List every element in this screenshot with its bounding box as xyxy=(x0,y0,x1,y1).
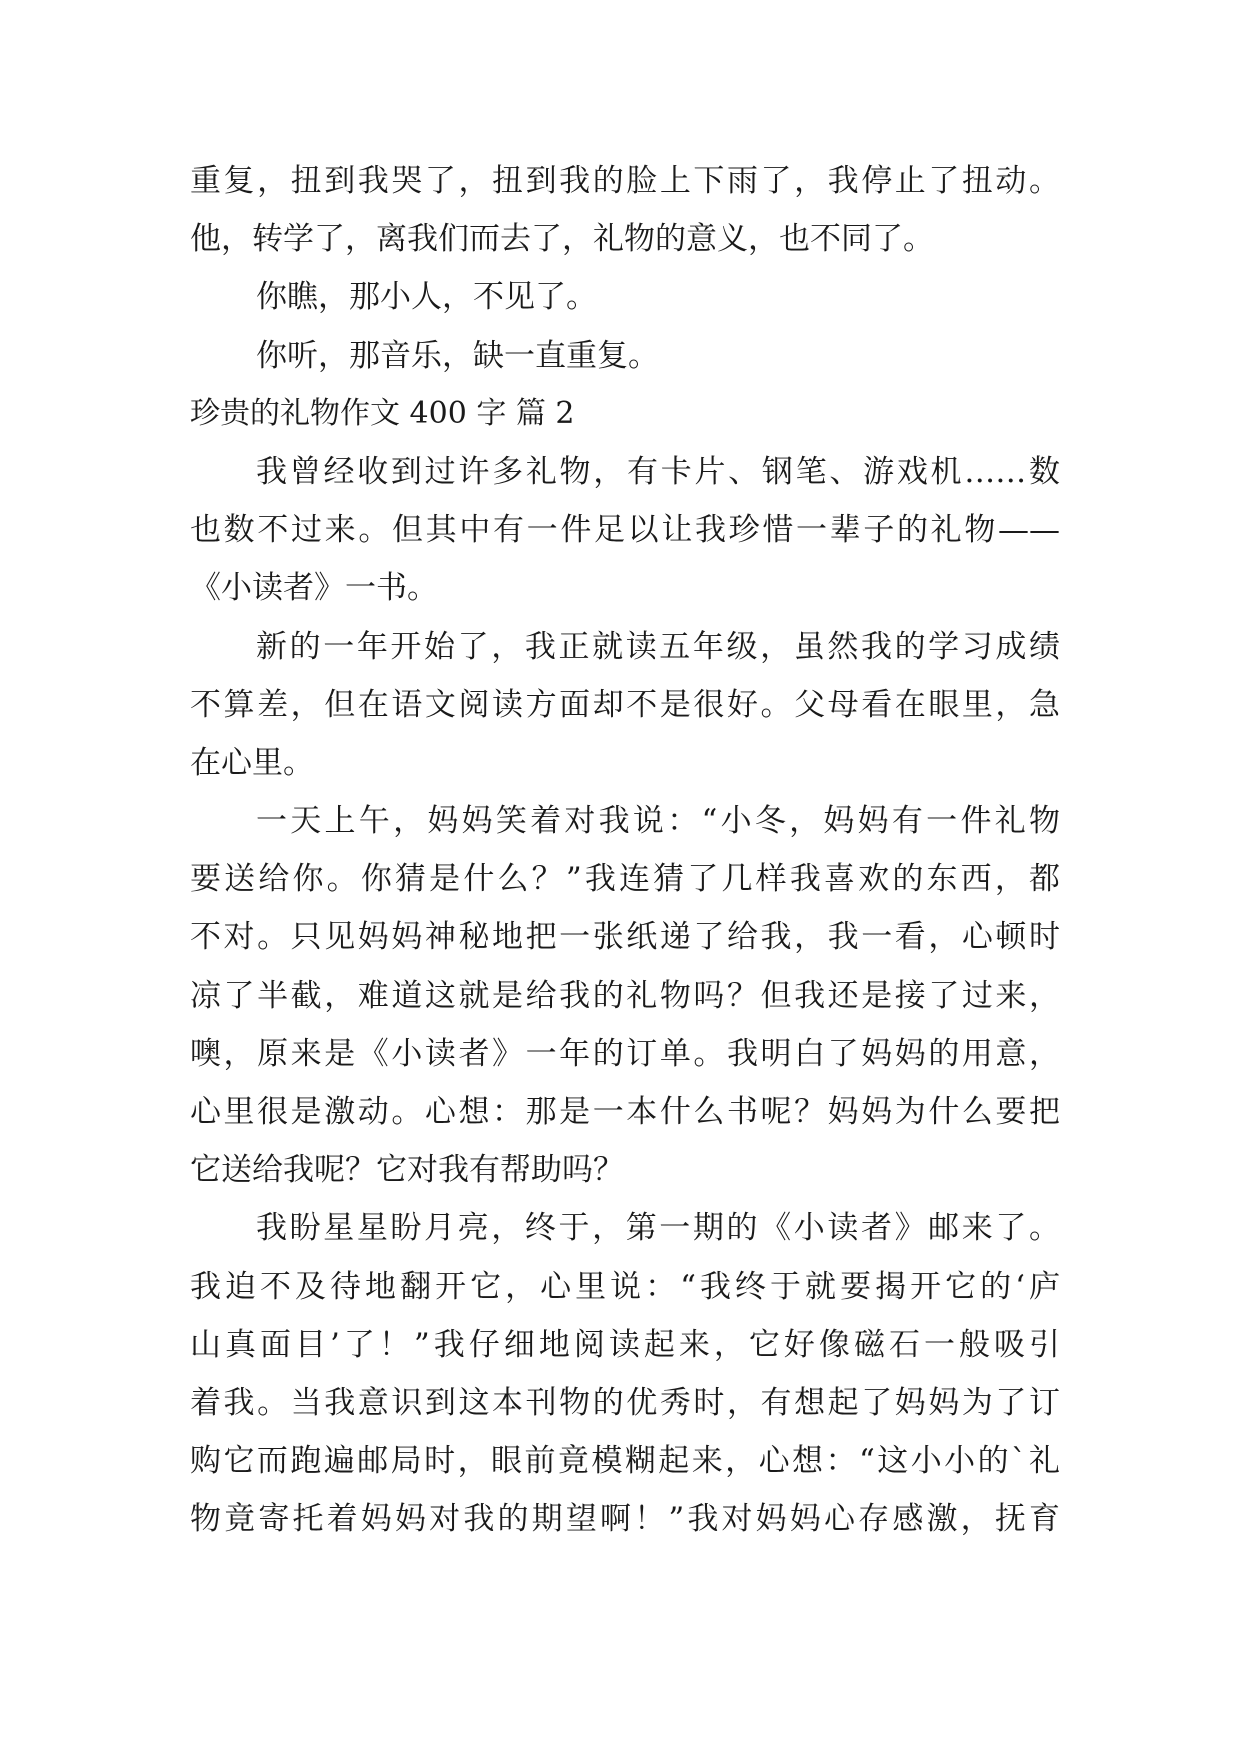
text-line-17: 心里很是激动。心想：那是一本什么书呢？妈妈为什么要把 xyxy=(190,1094,1060,1130)
text-line-7: 也数不过来。但其中有一件足以让我珍惜一辈子的礼物—— xyxy=(190,512,1060,549)
text-line-18: 它送给我呢？它对我有帮助吗？ xyxy=(190,1152,624,1189)
text-line-8: 《小读者》一书。 xyxy=(190,570,438,607)
text-line-22: 着我。当我意识到这本刊物的优秀时，有想起了妈妈为了订 xyxy=(190,1384,1060,1421)
text-line-10: 不算差，但在语文阅读方面却不是很好。父母看在眼里，急 xyxy=(190,686,1060,723)
text-line-16: 噢，原来是《小读者》一年的订单。我明白了妈妈的用意， xyxy=(190,1035,1060,1072)
text-line-2: 他，转学了，离我们而去了，礼物的意义，也不同了。 xyxy=(190,221,934,258)
section-heading: 珍贵的礼物作文 400 字 篇 2 xyxy=(190,395,575,431)
text-line-24: 物竟寄托着妈妈对我的期望啊！”我对妈妈心存感激，抚育 xyxy=(190,1501,1060,1538)
document-body xyxy=(190,152,1060,1549)
text-line-13: 要送给你。你猜是什么？”我连猜了几样我喜欢的东西，都 xyxy=(190,861,1060,898)
text-line-19: 我盼星星盼月亮，终于，第一期的《小读者》邮来了。 xyxy=(256,1210,1060,1247)
text-line-20: 我迫不及待地翻开它，心里说：“我终于就要揭开它的‘庐 xyxy=(190,1268,1060,1305)
text-line-1: 重复，扭到我哭了，扭到我的脸上下雨了，我停止了扭动。 xyxy=(190,163,1060,199)
text-line-12: 一天上午，妈妈笑着对我说：“小冬，妈妈有一件礼物 xyxy=(256,803,1060,840)
text-line-6: 我曾经收到过许多礼物，有卡片、钢笔、游戏机……数 xyxy=(256,453,1060,490)
text-line-15: 凉了半截，难道这就是给我的礼物吗？但我还是接了过来， xyxy=(190,977,1060,1014)
text-line-4: 你听，那音乐，缺一直重复。 xyxy=(256,337,659,374)
text-line-21: 山真面目’了！”我仔细地阅读起来，它好像磁石一般吸引 xyxy=(190,1326,1060,1363)
text-line-3: 你瞧，那小人，不见了。 xyxy=(256,279,597,316)
text-line-14: 不对。只见妈妈神秘地把一张纸递了给我，我一看，心顿时 xyxy=(190,919,1060,956)
text-line-11: 在心里。 xyxy=(190,744,314,781)
text-line-9: 新的一年开始了，我正就读五年级，虽然我的学习成绩 xyxy=(256,628,1060,665)
text-line-23: 购它而跑遍邮局时，眼前竟模糊起来，心想：“这小小的`礼 xyxy=(190,1443,1060,1480)
